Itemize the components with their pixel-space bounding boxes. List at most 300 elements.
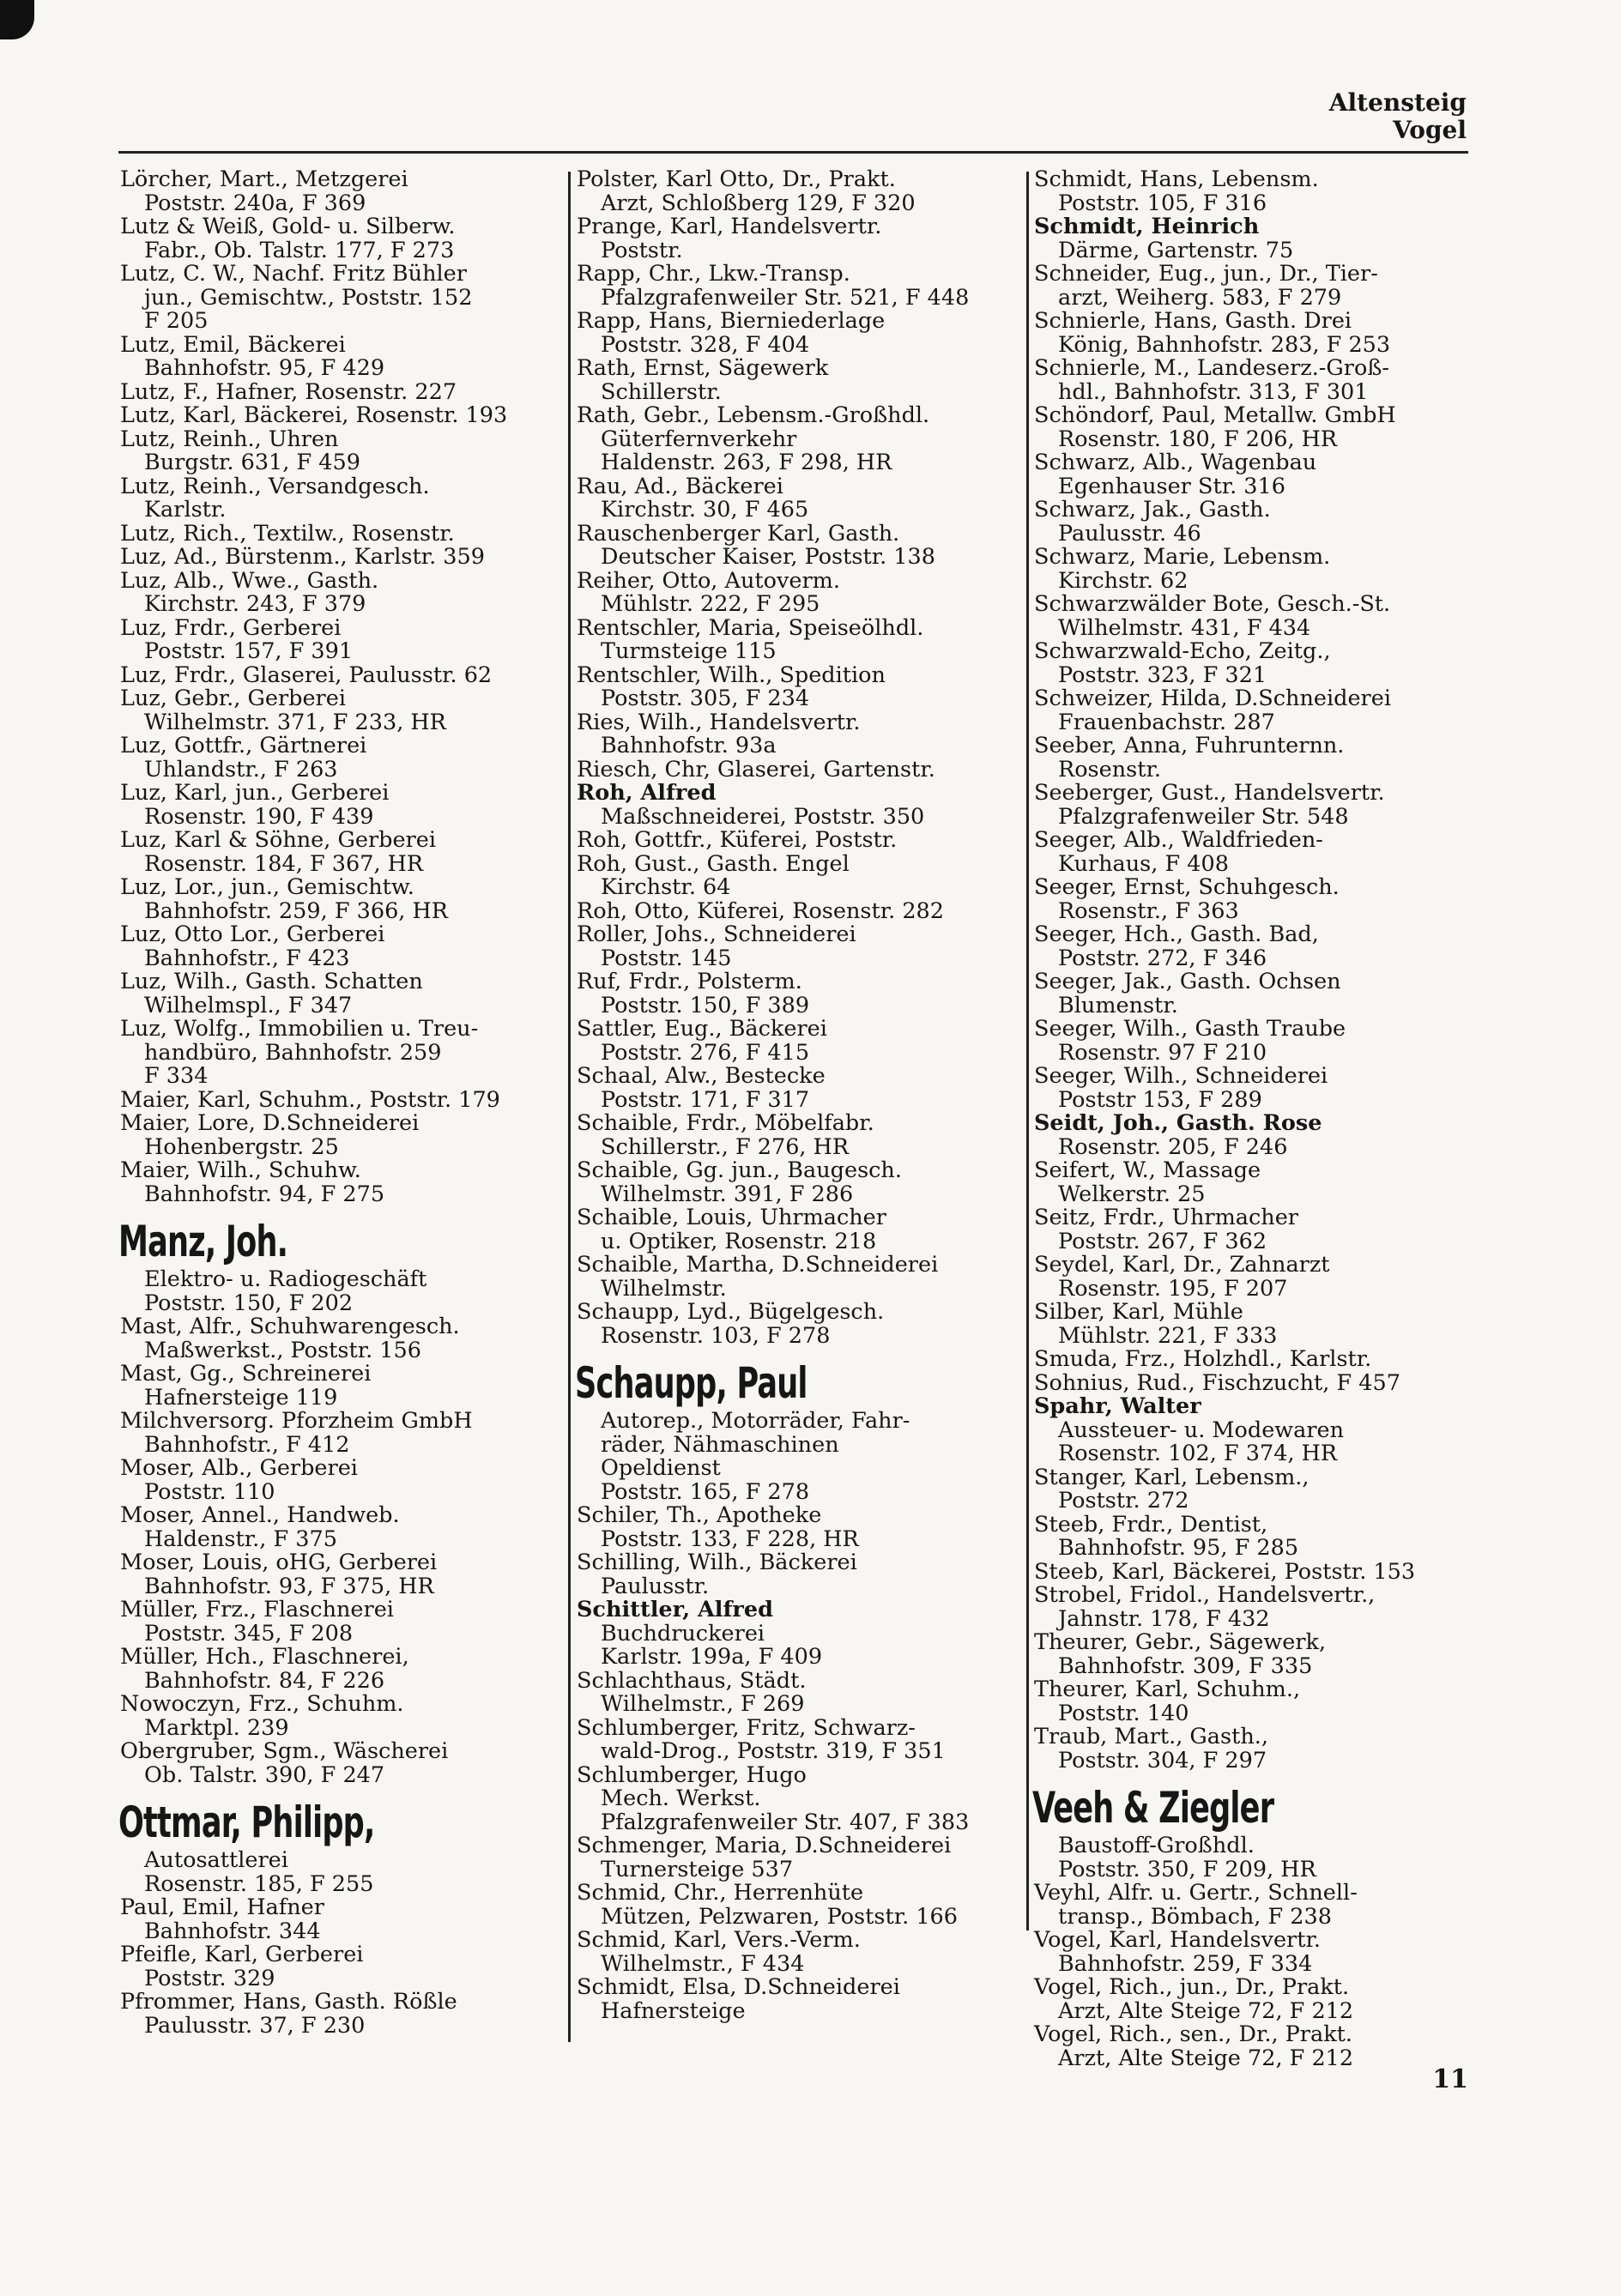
entry-name-line: Reiher, Otto, Autoverm. <box>577 567 840 594</box>
entry-detail-line: Poststr. 165, F 278 <box>601 1478 810 1505</box>
entry-detail-line: Autosattlerei <box>144 1847 288 1873</box>
entry-detail-line: Haldenstr. 263, F 298, HR <box>601 450 892 475</box>
entry-detail-line: handbüro, Bahnhofstr. 259 <box>144 1039 442 1066</box>
directory-entry <box>120 1943 563 1991</box>
entry-name-line: Moser, Louis, oHG, Gerberei <box>120 1550 438 1575</box>
directory-entry <box>577 404 1023 475</box>
entry-detail-line: Aussteuer- u. Modewaren <box>1058 1417 1345 1443</box>
entry-detail-line: Mühlstr. 221, F 333 <box>1058 1322 1278 1349</box>
header-range: Vogel <box>1393 116 1467 144</box>
entry-detail-line: Rosenstr. 185, F 255 <box>144 1870 374 1897</box>
entry-detail-line: Poststr. 157, F 391 <box>144 638 354 664</box>
directory-entry <box>577 711 1023 758</box>
entry-detail-line: Bahnhofstr., F 412 <box>144 1431 350 1458</box>
entry-detail-line: Bahnhofstr. 95, F 285 <box>1058 1535 1299 1561</box>
directory-entry <box>577 1360 1023 1504</box>
entry-detail-line: Poststr. 110 <box>144 1478 275 1505</box>
entry-name-line: Nowoczyn, Frz., Schuhm. <box>120 1691 404 1717</box>
entry-name-line: Schöndorf, Paul, Metallw. GmbH <box>1034 402 1396 428</box>
directory-entry <box>1034 1254 1480 1301</box>
entry-detail-line: Arzt, Schloßberg 129, F 320 <box>601 190 916 216</box>
entry-name-line: Maier, Lore, D.Schneiderei <box>120 1110 420 1136</box>
directory-entry <box>577 1254 1023 1301</box>
entry-detail-line: Rosenstr. 205, F 246 <box>1058 1133 1288 1160</box>
entry-detail-line: Därme, Gartenstr. 75 <box>1058 237 1294 263</box>
display-advert-name: Schaupp, Paul <box>575 1358 807 1408</box>
directory-entry <box>120 876 563 923</box>
entry-detail-line: Poststr. 345, F 208 <box>144 1620 354 1646</box>
entry-name-line: Vogel, Rich., jun., Dr., Prakt. <box>1034 1974 1350 2000</box>
entry-name-line: Schaupp, Lyd., Bügelgesch. <box>577 1299 885 1325</box>
entry-name-line: Schmid, Chr., Herrenhüte <box>577 1880 864 1906</box>
entry-detail-line: Poststr. 276, F 415 <box>601 1039 810 1066</box>
directory-entry <box>120 404 563 428</box>
entry-detail-line: Poststr 153, F 289 <box>1058 1086 1262 1113</box>
directory-entry <box>1034 1369 1480 1396</box>
entry-name-line: Traub, Mart., Gasth., <box>1034 1724 1268 1749</box>
entry-detail-line: Bahnhofstr. 259, F 366, HR <box>144 897 448 924</box>
entry-name-line: Schmenger, Maria, D.Schneiderei <box>577 1833 952 1858</box>
entry-detail-line: Karlstr. 199a, F 409 <box>601 1644 823 1670</box>
directory-entry <box>1034 1395 1480 1466</box>
entry-detail-line: Arzt, Alte Steige 72, F 212 <box>1058 1997 1354 2024</box>
entry-name-line: Maier, Wilh., Schuhw. <box>120 1157 361 1183</box>
ink-blot <box>0 0 34 39</box>
entry-name-line: Riesch, Chr, Glaserei, Gartenstr. <box>577 756 935 782</box>
directory-entry <box>1034 829 1480 876</box>
directory-entry <box>120 1646 563 1693</box>
entry-detail-line: Burgstr. 631, F 459 <box>144 450 360 475</box>
directory-entry <box>577 923 1023 970</box>
entry-name-line: Moser, Alb., Gerberei <box>120 1455 358 1481</box>
directory-entry <box>1034 1112 1480 1159</box>
entry-detail-line: Poststr. 240a, F 369 <box>144 190 366 216</box>
directory-entry <box>1034 1018 1480 1065</box>
entry-detail-line: Poststr. 328, F 404 <box>601 331 810 358</box>
directory-entry <box>577 567 1023 617</box>
entry-name-line: Strobel, Fridol., Handelsvertr., <box>1034 1582 1376 1608</box>
directory-entry <box>120 1896 563 1943</box>
directory-entry <box>577 1504 1023 1551</box>
directory-entry <box>577 614 1023 664</box>
entry-name-line: Schmidt, Heinrich <box>1034 214 1260 239</box>
directory-entry <box>577 1929 1023 1976</box>
entry-detail-line: Bahnhofstr. 94, F 275 <box>144 1181 385 1207</box>
entry-detail-line: Buchdruckerei <box>601 1620 765 1646</box>
directory-column-1 <box>120 168 563 2038</box>
directory-entry <box>1034 168 1480 215</box>
directory-entry <box>120 614 563 664</box>
directory-entry <box>120 331 563 381</box>
entry-name-line: Luz, Alb., Wwe., Gasth. <box>120 567 379 594</box>
directory-entry <box>1034 1159 1480 1206</box>
entry-detail-line: Bahnhofstr., F 423 <box>144 945 350 971</box>
entry-detail-line: Rosenstr. 190, F 439 <box>144 803 374 830</box>
directory-entry <box>577 1882 1023 1929</box>
directory-column-2 <box>577 168 1023 2023</box>
entry-name-line: Schwarzwald-Echo, Zeitg., <box>1034 638 1331 664</box>
directory-entry <box>120 782 563 829</box>
entry-detail-line: Opeldienst <box>601 1455 721 1481</box>
directory-entry <box>120 1693 563 1740</box>
entry-name-line: Schlumberger, Hugo <box>577 1761 807 1788</box>
directory-entry <box>120 734 563 782</box>
entry-name-line: Seeger, Jak., Gasth. Ochsen <box>1034 969 1341 994</box>
directory-entry <box>120 664 563 688</box>
entry-name-line: Ries, Wilh., Handelsvertr. <box>577 709 861 735</box>
entry-detail-line: Mühlstr. 222, F 295 <box>601 591 820 617</box>
directory-entry <box>577 850 1023 900</box>
entry-name-line: Schwarzwälder Bote, Gesch.-St. <box>1034 591 1391 617</box>
entry-name-line: Rentschler, Wilh., Spedition <box>577 662 886 688</box>
directory-entry <box>577 1834 1023 1882</box>
entry-name-line: Rau, Ad., Bäckerei <box>577 473 783 499</box>
directory-entry <box>1034 876 1480 923</box>
entry-detail-line: Pfalzgrafenweiler Str. 548 <box>1058 803 1349 830</box>
entry-name-line: Seeger, Alb., Waldfrieden- <box>1034 827 1323 853</box>
directory-entry <box>120 168 563 215</box>
directory-entry <box>577 1551 1023 1598</box>
directory-entry <box>120 1362 563 1410</box>
directory-entry <box>1034 1206 1480 1254</box>
directory-entry <box>1034 357 1480 404</box>
entry-name-line: Seeger, Hch., Gasth. Bad, <box>1034 921 1319 947</box>
directory-entry <box>1034 215 1480 263</box>
directory-entry <box>577 215 1023 263</box>
entry-name-line: Müller, Frz., Flaschnerei <box>120 1597 394 1622</box>
entry-name-line: Luz, Karl, jun., Gerberei <box>120 780 390 806</box>
entry-name-line: Sohnius, Rud., Fischzucht, F 457 <box>1034 1369 1400 1396</box>
directory-entry <box>120 378 563 405</box>
entry-detail-line: Hohenbergstr. 25 <box>144 1133 339 1160</box>
entry-name-line: Polster, Karl Otto, Dr., Prakt. <box>577 166 896 192</box>
entry-name-line: Luz, Ad., Bürstenm., Karlstr. 359 <box>120 544 485 570</box>
entry-detail-line: Schillerstr. <box>601 378 722 405</box>
entry-detail-line: Poststr. <box>601 237 683 263</box>
entry-name-line: Seydel, Karl, Dr., Zahnarzt <box>1034 1252 1330 1278</box>
directory-column-3 <box>1034 168 1480 2070</box>
entry-name-line: Pfeifle, Karl, Gerberei <box>120 1942 364 1967</box>
entry-detail-line: Poststr. 267, F 362 <box>1058 1228 1267 1254</box>
directory-entry <box>1034 1558 1480 1585</box>
directory-entry <box>1034 1301 1480 1348</box>
entry-name-line: Seifert, W., Massage <box>1034 1157 1261 1183</box>
entry-detail-line: Uhlandstr., F 263 <box>144 756 338 782</box>
entry-detail-line: Bahnhofstr. 93a <box>601 733 777 758</box>
directory-entry <box>1034 404 1480 451</box>
entry-detail-line: Poststr. 305, F 234 <box>601 686 810 711</box>
entry-name-line: Seeber, Anna, Fuhrunternn. <box>1034 733 1345 758</box>
directory-entry <box>1034 1976 1480 2023</box>
entry-detail-line: Wilhelmstr., F 434 <box>601 1950 805 1977</box>
entry-detail-line: u. Optiker, Rosenstr. 218 <box>601 1228 877 1254</box>
entry-name-line: Seidt, Joh., Gasth. Rose <box>1034 1110 1322 1136</box>
directory-entry <box>120 687 563 734</box>
directory-entry <box>577 829 1023 853</box>
entry-name-line: Schweizer, Hilda, D.Schneiderei <box>1034 686 1391 711</box>
directory-entry <box>120 215 563 263</box>
directory-entry <box>577 1301 1023 1348</box>
entry-name-line: Schwarz, Jak., Gasth. <box>1034 497 1271 523</box>
entry-name-line: Lutz, Karl, Bäckerei, Rosenstr. 193 <box>120 402 508 428</box>
directory-entry <box>1034 593 1480 640</box>
entry-name-line: Lutz, Emil, Bäckerei <box>120 331 346 358</box>
entry-detail-line: Marktpl. 239 <box>144 1714 289 1741</box>
entry-name-line: Schmidt, Elsa, D.Schneiderei <box>577 1974 900 2000</box>
entry-name-line: Seeger, Wilh., Gasth Traube <box>1034 1016 1346 1042</box>
entry-detail-line: Poststr. 329 <box>144 1965 275 1991</box>
entry-detail-line: Bahnhofstr. 309, F 335 <box>1058 1653 1313 1679</box>
entry-detail-line: Welkerstr. 25 <box>1058 1181 1206 1207</box>
directory-entry <box>577 168 1023 215</box>
entry-name-line: Luz, Karl & Söhne, Gerberei <box>120 827 436 853</box>
entry-detail-line: Mützen, Pelzwaren, Poststr. 166 <box>601 1903 958 1930</box>
entry-detail-line: Bahnhofstr. 95, F 429 <box>144 355 385 381</box>
directory-entry <box>577 310 1023 357</box>
entry-detail-line: Frauenbachstr. 287 <box>1058 709 1275 735</box>
directory-entry <box>1034 1882 1480 1929</box>
directory-entry <box>120 475 563 523</box>
directory-entry <box>1034 1466 1480 1514</box>
entry-name-line: Schittler, Alfred <box>577 1597 773 1622</box>
entry-detail-line: Rosenstr. <box>1058 756 1161 782</box>
directory-entry <box>120 567 563 617</box>
entry-name-line: Prange, Karl, Handelsvertr. <box>577 214 882 239</box>
directory-entry <box>120 1799 563 1896</box>
entry-name-line: Roh, Otto, Küferei, Rosenstr. 282 <box>577 897 944 924</box>
entry-detail-line: Rosenstr. 102, F 374, HR <box>1058 1441 1338 1466</box>
entry-name-line: Rapp, Chr., Lkw.-Transp. <box>577 261 850 287</box>
entry-detail-line: Wilhelmstr., F 269 <box>601 1691 805 1717</box>
entry-detail-line: Arzt, Alte Steige 72, F 212 <box>1058 2045 1354 2071</box>
entry-name-line: Schaible, Louis, Uhrmacher <box>577 1205 886 1230</box>
entry-name-line: Luz, Frdr., Gerberei <box>120 614 342 641</box>
directory-entry <box>1034 310 1480 357</box>
directory-entry <box>1034 1631 1480 1678</box>
entry-detail-line: Poststr. 304, F 297 <box>1058 1747 1267 1773</box>
directory-entry <box>120 1740 563 1787</box>
entry-detail-line: Rosenstr., F 363 <box>1058 897 1239 924</box>
entry-name-line: Seeger, Wilh., Schneiderei <box>1034 1063 1328 1089</box>
directory-entry <box>1034 263 1480 310</box>
entry-name-line: Luz, Otto Lor., Gerberei <box>120 921 385 947</box>
directory-entry <box>1034 970 1480 1018</box>
entry-detail-line: Karlstr. <box>144 497 227 523</box>
entry-name-line: Schaible, Martha, D.Schneiderei <box>577 1252 939 1278</box>
directory-entry <box>120 1159 563 1206</box>
directory-entry <box>120 546 563 570</box>
entry-name-line: Schnierle, M., Landeserz.-Groß- <box>1034 355 1389 381</box>
entry-name-line: Lutz, Rich., Textilw., Rosenstr. <box>120 520 455 547</box>
directory-entry <box>577 475 1023 523</box>
directory-entry <box>120 1551 563 1598</box>
directory-entry <box>577 1065 1023 1112</box>
directory-entry <box>1034 451 1480 498</box>
entry-detail-line: Poststr. 140 <box>1058 1700 1189 1726</box>
entry-detail-line: Kirchstr. 243, F 379 <box>144 591 366 617</box>
entry-detail-line: Poststr. 150, F 389 <box>601 992 810 1018</box>
entry-name-line: Veyhl, Alfr. u. Gertr., Schnell- <box>1034 1880 1358 1906</box>
directory-entry <box>120 1504 563 1551</box>
entry-detail-line: Rosenstr. 97 F 210 <box>1058 1039 1267 1066</box>
entry-name-line: Rauschenberger Karl, Gasth. <box>577 520 900 547</box>
entry-detail-line: Rosenstr. 184, F 367, HR <box>144 850 424 877</box>
directory-entry <box>1034 546 1480 593</box>
entry-detail-line: Jahnstr. 178, F 432 <box>1058 1605 1270 1632</box>
entry-detail-line: transp., Bömbach, F 238 <box>1058 1903 1332 1930</box>
entry-detail-line: hdl., Bahnhofstr. 313, F 301 <box>1058 378 1369 405</box>
entry-detail-line: Autorep., Motorräder, Fahr- <box>601 1408 910 1434</box>
directory-entry <box>1034 734 1480 782</box>
directory-entry <box>1034 923 1480 970</box>
entry-detail-line: F 334 <box>144 1063 209 1089</box>
entry-detail-line: Turmsteige 115 <box>601 638 777 664</box>
entry-detail-line: Fabr., Ob. Talstr. 177, F 273 <box>144 237 455 263</box>
entry-name-line: Silber, Karl, Mühle <box>1034 1299 1243 1325</box>
entry-name-line: Roh, Gottfr., Küferei, Poststr. <box>577 827 898 853</box>
entry-name-line: Schneider, Eug., jun., Dr., Tier- <box>1034 261 1378 287</box>
entry-name-line: Schwarz, Alb., Wagenbau <box>1034 450 1317 475</box>
directory-entry <box>577 664 1023 711</box>
entry-detail-line: Hafnersteige <box>601 1997 746 2024</box>
directory-entry <box>1034 2023 1480 2070</box>
entry-name-line: Roh, Gust., Gasth. Engel <box>577 850 850 877</box>
directory-entry <box>577 1976 1023 2023</box>
entry-detail-line: Kirchstr. 30, F 465 <box>601 497 809 523</box>
entry-name-line: Lutz, Reinh., Uhren <box>120 426 339 452</box>
entry-detail-line: Paulusstr. <box>601 1573 710 1599</box>
entry-detail-line: Turnersteige 537 <box>601 1856 794 1882</box>
directory-entry <box>1034 1725 1480 1773</box>
directory-entry <box>120 923 563 970</box>
entry-name-line: Lörcher, Mart., Metzgerei <box>120 166 408 192</box>
entry-detail-line: Poststr. 150, F 202 <box>144 1290 354 1316</box>
directory-entry <box>1034 1065 1480 1112</box>
entry-name-line: Roh, Alfred <box>577 780 717 806</box>
directory-entry <box>577 1018 1023 1065</box>
entry-detail-line: Poststr. 105, F 316 <box>1058 190 1267 216</box>
entry-name-line: Luz, Frdr., Glaserei, Paulusstr. 62 <box>120 662 493 688</box>
entry-name-line: Maier, Karl, Schuhm., Poststr. 179 <box>120 1086 500 1113</box>
entry-name-line: Luz, Wolfg., Immobilien u. Treu- <box>120 1016 479 1042</box>
directory-entry <box>120 1598 563 1646</box>
directory-entry <box>120 263 563 334</box>
entry-detail-line: König, Bahnhofstr. 283, F 253 <box>1058 331 1391 358</box>
directory-entry <box>1034 1678 1480 1725</box>
entry-name-line: Milchversorg. Pforzheim GmbH <box>120 1408 473 1434</box>
entry-detail-line: Güterfernverkehr <box>601 426 797 452</box>
page-header <box>1329 89 1467 144</box>
column-divider <box>1026 172 1029 1930</box>
directory-entry <box>1034 640 1480 687</box>
entry-detail-line: Poststr. 133, F 228, HR <box>601 1526 859 1552</box>
display-advert-name: Veeh & Ziegler <box>1032 1783 1274 1833</box>
entry-name-line: Vogel, Rich., sen., Dr., Prakt. <box>1034 2021 1353 2047</box>
entry-detail-line: jun., Gemischtw., Poststr. 152 <box>144 284 473 311</box>
directory-entry <box>120 428 563 475</box>
entry-name-line: Roller, Johs., Schneiderei <box>577 921 856 947</box>
entry-detail-line: Poststr. 272 <box>1058 1488 1189 1514</box>
column-divider <box>568 172 571 2042</box>
entry-detail-line: Rosenstr. 180, F 206, HR <box>1058 426 1338 452</box>
entry-name-line: Schnierle, Hans, Gasth. Drei <box>1034 308 1352 334</box>
directory-entry <box>577 970 1023 1018</box>
entry-name-line: Theurer, Gebr., Sägewerk, <box>1034 1629 1327 1655</box>
entry-detail-line: Bahnhofstr. 344 <box>144 1918 321 1944</box>
entry-detail-line: Bahnhofstr. 84, F 226 <box>144 1667 385 1694</box>
directory-entry <box>1034 687 1480 734</box>
entry-name-line: Rapp, Hans, Bierniederlage <box>577 308 886 334</box>
entry-detail-line: Poststr. 171, F 317 <box>601 1086 810 1113</box>
entry-name-line: Paul, Emil, Hafner <box>120 1894 324 1920</box>
entry-name-line: Steeb, Frdr., Dentist, <box>1034 1511 1268 1538</box>
entry-name-line: Lutz, C. W., Nachf. Fritz Bühler <box>120 261 467 287</box>
entry-detail-line: Maßwerkst., Poststr. 156 <box>144 1337 421 1363</box>
entry-name-line: Schaible, Frdr., Möbelfabr. <box>577 1110 874 1136</box>
entry-name-line: Schmid, Karl, Vers.-Verm. <box>577 1927 861 1953</box>
entry-detail-line: Maßschneiderei, Poststr. 350 <box>601 803 925 830</box>
directory-entry <box>577 758 1023 782</box>
entry-detail-line: Elektro- u. Radiogeschäft <box>144 1266 427 1292</box>
entry-detail-line: Kirchstr. 62 <box>1058 567 1189 594</box>
entry-detail-line: Pfalzgrafenweiler Str. 521, F 448 <box>601 284 970 311</box>
entry-detail-line: wald-Drog., Poststr. 319, F 351 <box>601 1738 946 1764</box>
entry-name-line: Schaal, Alw., Bestecke <box>577 1063 826 1089</box>
display-advert-name: Manz, Joh. <box>118 1217 288 1266</box>
entry-name-line: Sattler, Eug., Bäckerei <box>577 1016 827 1042</box>
directory-entry <box>120 1086 563 1113</box>
entry-name-line: Seitz, Frdr., Uhrmacher <box>1034 1205 1298 1230</box>
directory-entry <box>1034 1511 1480 1561</box>
entry-detail-line: Mech. Werkst. <box>601 1785 761 1811</box>
entry-detail-line: Kurhaus, F 408 <box>1058 850 1229 877</box>
entry-detail-line: Schillerstr., F 276, HR <box>601 1133 850 1160</box>
entry-detail-line: Poststr. 272, F 346 <box>1058 945 1267 971</box>
entry-detail-line: Wilhelmstr. 371, F 233, HR <box>144 709 446 735</box>
entry-name-line: Lutz, Reinh., Versandgesch. <box>120 473 430 499</box>
directory-entry <box>577 1159 1023 1206</box>
entry-name-line: Moser, Annel., Handweb. <box>120 1502 400 1528</box>
directory-entry <box>120 1410 563 1457</box>
directory-entry <box>577 263 1023 310</box>
entry-detail-line: Poststr. 145 <box>601 945 732 971</box>
directory-entry <box>577 897 1023 924</box>
entry-name-line: Rath, Gebr., Lebensm.-Großhdl. <box>577 402 930 428</box>
entry-detail-line: Wilhelmspl., F 347 <box>144 992 353 1018</box>
directory-entry <box>1034 1785 1480 1882</box>
entry-name-line: Mast, Gg., Schreinerei <box>120 1361 372 1387</box>
entry-detail-line: Baustoff-Großhdl. <box>1058 1833 1255 1858</box>
directory-entry <box>120 1112 563 1159</box>
entry-name-line: Schaible, Gg. jun., Baugesch. <box>577 1157 902 1183</box>
entry-name-line: Schlumberger, Fritz, Schwarz- <box>577 1714 916 1741</box>
directory-entry <box>120 1218 563 1315</box>
entry-detail-line: Rosenstr. 195, F 207 <box>1058 1275 1288 1302</box>
entry-detail-line: Bahnhofstr. 93, F 375, HR <box>144 1573 434 1599</box>
directory-entry <box>577 782 1023 829</box>
entry-name-line: Lutz & Weiß, Gold- u. Silberw. <box>120 214 456 239</box>
entry-name-line: Ruf, Frdr., Polsterm. <box>577 969 802 994</box>
directory-entry <box>120 1991 563 2038</box>
entry-name-line: Schmidt, Hans, Lebensm. <box>1034 166 1319 192</box>
entry-detail-line: Paulusstr. 37, F 230 <box>144 2012 366 2039</box>
directory-entry <box>120 1018 563 1089</box>
directory-entry <box>120 1457 563 1504</box>
entry-name-line: Schiler, Th., Apotheke <box>577 1502 822 1528</box>
entry-name-line: Luz, Gebr., Gerberei <box>120 686 346 711</box>
entry-name-line: Smuda, Frz., Holzhdl., Karlstr. <box>1034 1346 1372 1372</box>
entry-name-line: Stanger, Karl, Lebensm., <box>1034 1464 1310 1490</box>
